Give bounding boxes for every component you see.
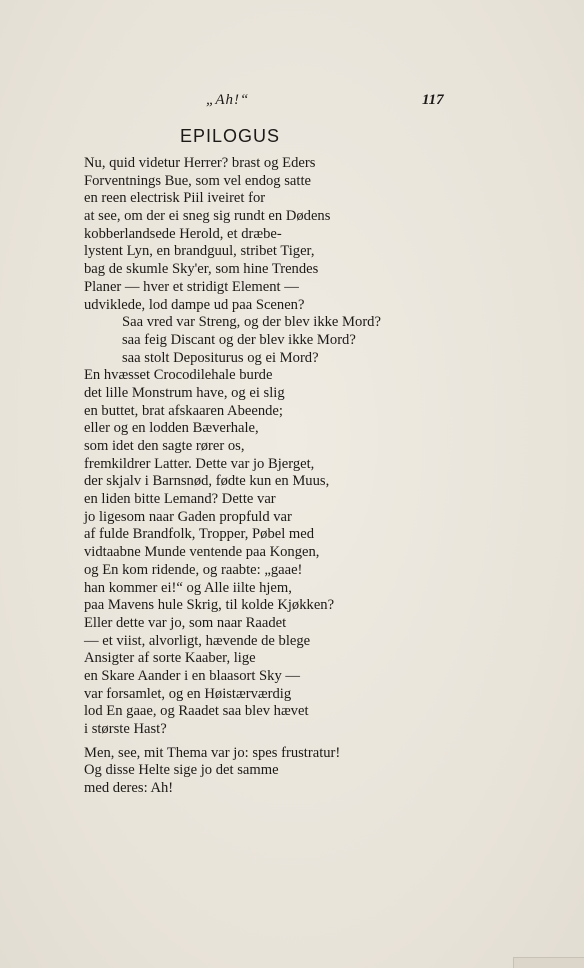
poem-line: og En kom ridende, og raabte: „gaae!	[84, 561, 303, 578]
poem-line: med deres: Ah!	[84, 780, 174, 797]
poem-line: fremkildrer Latter. Dette var jo Bjerget,	[84, 455, 315, 472]
poem-line: jo ligesom naar Gaden propfuld var	[84, 508, 292, 525]
poem-line: saa stolt Depositurus og ei Mord?	[122, 349, 319, 366]
poem-line: saa feig Discant og der blev ikke Mord?	[122, 331, 356, 348]
page-edge-mark	[513, 957, 584, 968]
poem-line: Saa vred var Streng, og der blev ikke Mord?	[122, 314, 381, 331]
poem-line: Ansigter af sorte Kaaber, lige	[84, 650, 256, 667]
poem-line: at see, om der ei sneg sig rundt en Dødens	[84, 208, 331, 225]
poem-line: lod En gaae, og Raadet saa blev hævet	[84, 703, 309, 720]
stanza	[84, 745, 424, 798]
poem-line: en buttet, brat afskaaren Abeende;	[84, 402, 283, 419]
poem-line: var forsamlet, og en Høistærværdig	[84, 685, 292, 702]
poem-line: Eller dette var jo, som naar Raadet	[84, 614, 287, 631]
page-number: 117	[422, 92, 444, 108]
poem-line: udviklede, lod dampe ud paa Scenen?	[84, 296, 305, 313]
poem-line: vidtaabne Munde ventende paa Kongen,	[84, 544, 320, 561]
poem-line: paa Mavens hule Skrig, til kolde Kjøkken?	[84, 597, 335, 614]
poem-line: i største Hast?	[84, 721, 167, 737]
poem-line: en liden bitte Lemand? Dette var	[84, 491, 276, 508]
running-title: „Ah!“	[206, 92, 250, 108]
poem-line: som idet den sagte rører os,	[84, 438, 245, 454]
poem-line: — et viist, alvorligt, hævende de blege	[84, 632, 311, 649]
poem-line: han kommer ei!“ og Alle iilte hjem,	[84, 579, 292, 596]
poem-line: af fulde Brandfolk, Tropper, Pøbel med	[84, 526, 315, 543]
poem-line: lystent Lyn, en brandguul, stribet Tiger,	[84, 243, 315, 260]
poem-line: der skjalv i Barnsnød, fødte kun en Muus,	[84, 473, 330, 490]
poem-line: kobberlandsede Herold, et dræbe-	[84, 225, 282, 242]
poem-line: Forventnings Bue, som vel endog satte	[84, 172, 311, 189]
stanza	[84, 155, 424, 739]
poem-body	[84, 155, 424, 798]
section-heading-text: EPILOGUS	[179, 126, 281, 146]
poem-line: eller og en lodden Bæverhale,	[84, 420, 259, 437]
poem-line: Men, see, mit Thema var jo: spes frustratur!	[84, 744, 341, 761]
section-heading	[0, 126, 460, 147]
running-head	[0, 92, 584, 112]
poem-line: En hvæsset Crocodilehale burde	[84, 367, 273, 384]
poem-line: en reen electrisk Piil iveiret for	[84, 190, 266, 207]
poem-line: det lille Monstrum have, og ei slig	[84, 384, 285, 401]
poem-line: Nu, quid videtur Herrer? brast og Eders	[84, 155, 316, 171]
poem-line: Og disse Helte sige jo det samme	[84, 762, 279, 779]
poem-line: bag de skumle Sky'er, som hine Trendes	[84, 261, 319, 278]
poem-line: Planer — hver et stridigt Element —	[84, 278, 299, 295]
poem-line: en Skare Aander i en blaasort Sky —	[84, 667, 301, 684]
